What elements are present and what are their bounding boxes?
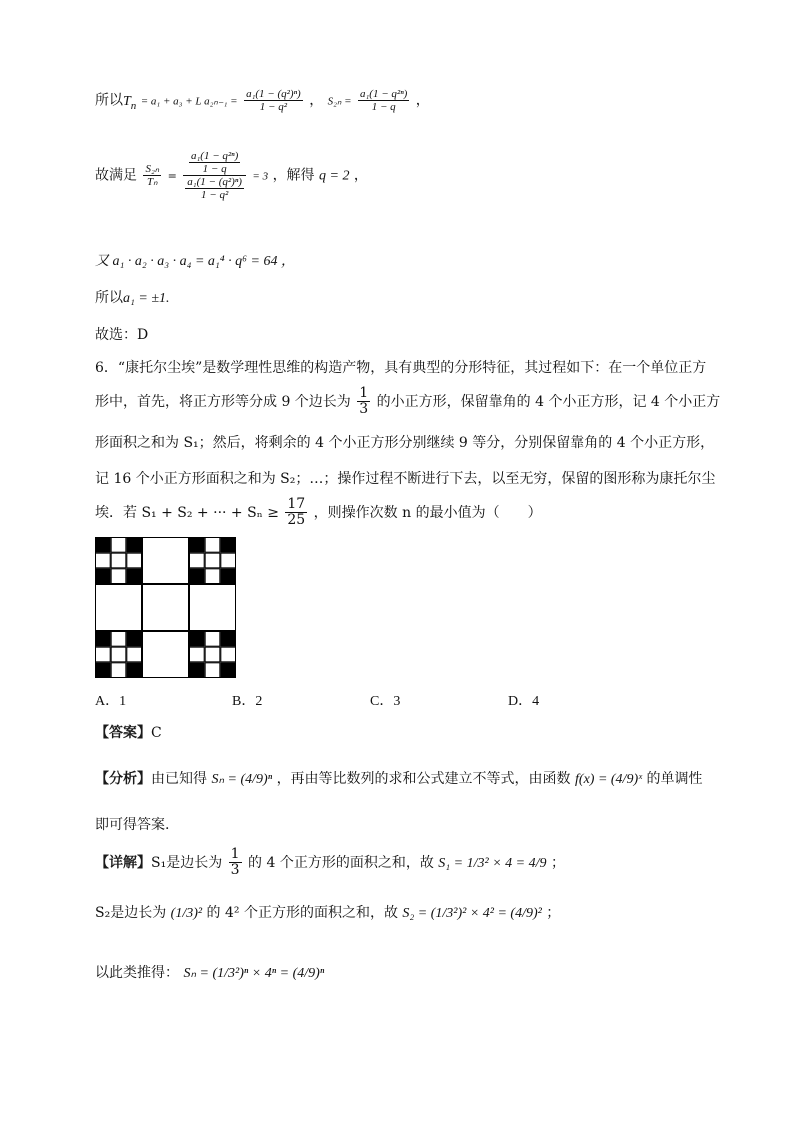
option-c: C．3 (370, 694, 401, 709)
text-a: S₁是边长为 (151, 854, 223, 871)
choice-line: 故选：D (95, 327, 149, 343)
question-line-5 (95, 497, 542, 529)
text-mid: ，解得 (272, 167, 315, 184)
empty-square (111, 538, 126, 553)
dust-square (190, 538, 205, 553)
expr-side: (1/3)² (170, 906, 203, 921)
q-value: q = 2 (319, 168, 350, 184)
empty-square (221, 553, 236, 568)
T-symbol: $T_n$ (123, 93, 137, 112)
T-sum: = a₁ + a₃ + L a₂ₙ₋₁ = (140, 95, 238, 108)
formula-line-a1 (95, 287, 170, 307)
answer-value: C (151, 725, 162, 741)
grid-cell (190, 585, 236, 631)
text-b: 的 4 个正方形的面积之和，故 (248, 854, 434, 871)
empty-square (111, 569, 126, 584)
dust-square (127, 663, 142, 678)
empty-square (127, 553, 142, 568)
analysis-tag: 【分析】 (95, 771, 151, 787)
dust-square (190, 663, 205, 678)
grid-cell (96, 585, 142, 631)
dust-square (221, 632, 236, 647)
dust-square (190, 569, 205, 584)
line-end: ， (353, 167, 368, 184)
formula-line-T (95, 88, 430, 113)
empty-square (205, 632, 220, 647)
empty-square (96, 647, 111, 662)
dust-square (127, 569, 142, 584)
empty-square (111, 632, 126, 647)
empty-square (111, 647, 126, 662)
question-line-3: 形面积之和为 S₁；然后，将剩余的 4 个小正方形分别继续 9 等分，分别保留靠角的 4 个小正方形， (95, 435, 715, 451)
analysis-line-1 (95, 768, 703, 788)
question-line-4: 记 16 个小正方形面积之和为 S₂；…；操作过程不断进行下去，以至无穷，保留的图形称为康托尔尘 (95, 471, 716, 487)
dust-square (221, 663, 236, 678)
expr-sn: Sₙ = (4/9)ⁿ (211, 772, 273, 787)
dust-square (127, 538, 142, 553)
S2n-label: S₂ₙ = (327, 95, 352, 108)
grid-cell (143, 632, 189, 678)
expr-sn: Sₙ = (1/3²)ⁿ × 4ⁿ = (4/9)ⁿ (183, 966, 325, 981)
text-c: 的单调性 (646, 771, 703, 787)
text-prefix: 所以 (95, 290, 123, 306)
empty-square (127, 647, 142, 662)
text-a: 埃．若 S₁ + S₂ + ··· + Sₙ ≥ (95, 504, 279, 521)
option-b: B．2 (232, 694, 263, 709)
empty-square (205, 538, 220, 553)
a1-value: a₁ = ±1. (123, 291, 170, 306)
dust-square (96, 663, 111, 678)
empty-square (205, 553, 220, 568)
ratio-fraction: $\frac{\text{S₂ₙ}}{\text{Tₙ}}$ (145, 163, 160, 189)
expr-s2: S₂ = (1/3²)² × 4² = (4/9)² (402, 906, 542, 921)
grid-cell (143, 538, 189, 584)
expr-fx: f(x) = (4/9)ˣ (575, 772, 643, 787)
empty-square (221, 647, 236, 662)
option-a: A．1 (95, 694, 127, 709)
one-third-fraction: $\frac{1}{3}$ (359, 385, 369, 418)
empty-square (111, 663, 126, 678)
detail-line-3 (95, 962, 324, 982)
dust-square (190, 632, 205, 647)
text-a: 以此类推得： (95, 965, 179, 981)
empty-square (190, 553, 205, 568)
dust-square (221, 569, 236, 584)
text-b: 的 4² 个正方形的面积之和，故 (206, 905, 398, 921)
dust-square (127, 632, 142, 647)
line-end: ， (415, 92, 430, 109)
question-line-2 (95, 386, 720, 418)
analysis-line-2: 即可得答案. (95, 817, 170, 833)
grid-cell (143, 585, 189, 631)
dust-square (96, 569, 111, 584)
equals-three: = 3 (252, 170, 269, 183)
text-b: 的小正方形，保留靠角的 4 个小正方形，记 4 个小正方 (376, 393, 721, 410)
detail-line-2 (95, 902, 560, 922)
question-line-1: 6．“康托尔尘埃”是数学理性思维的构造产物，具有典型的分形特征，其过程如下：在一个单位正方 (95, 360, 707, 376)
big-fraction: $\frac{\frac{\text{a₁(1 − q²ⁿ)}}{1 - q}}{\frac{\text{a₁(1 − (q²)ⁿ)}}{\text{1 − q²}}}$ (183, 150, 246, 201)
line-end: ； (546, 905, 561, 921)
answer-line (95, 722, 162, 742)
text-prefix: 故满足 (95, 167, 137, 184)
empty-square (96, 553, 111, 568)
answer-tag: 【答案】 (95, 725, 151, 741)
S2n-fraction: $\frac{\text{a₁(1 − q²ⁿ)}}{1 - q}$ (359, 88, 408, 114)
formula-line-product: 又 a₁ · a₂ · a₃ · a₄ = a₁⁴ · q⁶ = 64 ， (95, 254, 295, 269)
empty-square (190, 647, 205, 662)
text-b: ，则操作次数 n 的最小值为（ ） (313, 504, 542, 521)
empty-square (205, 663, 220, 678)
line-end: ； (550, 854, 565, 871)
text-a: S₂是边长为 (95, 905, 167, 921)
empty-square (111, 553, 126, 568)
text-a: 由已知得 (151, 771, 207, 787)
seventeen-over-25-fraction: $\frac{17}{25}$ (287, 496, 306, 529)
text-b: ，再由等比数列的求和公式建立不等式，由函数 (276, 771, 571, 787)
dust-square (221, 538, 236, 553)
T-fraction: $\frac{\text{a₁(1 − (q²)ⁿ)}}{\text{1 − q²}}$ (246, 88, 301, 114)
text-a: 形中，首先，将正方形等分成 9 个边长为 (95, 393, 351, 410)
text-prefix: 所以 (95, 92, 123, 109)
dust-square (96, 538, 111, 553)
separator: ， (309, 92, 324, 109)
formula-line-ratio: 故满足 $\frac{\text{S₂ₙ}}{\text{Tₙ}}$ = $\frac{\frac{\text{a₁(1 − q²ⁿ)}}{1 - q}}{\frac{\text{a₁(1 − (q²)ⁿ)}}{\text{1 − q²}}}$ = 3 ，解得 q = 2 ， (95, 150, 368, 202)
dust-square (96, 632, 111, 647)
empty-square (205, 569, 220, 584)
detail-line-1 (95, 847, 565, 879)
cantor-dust-figure (95, 537, 236, 678)
empty-square (205, 647, 220, 662)
one-third-fraction: $\frac{1}{3}$ (230, 846, 240, 879)
detail-tag: 【详解】 (95, 854, 151, 871)
option-d: D．4 (508, 694, 540, 709)
expr-s1: S₁ = 1/3² × 4 = 4/9 (438, 855, 547, 871)
